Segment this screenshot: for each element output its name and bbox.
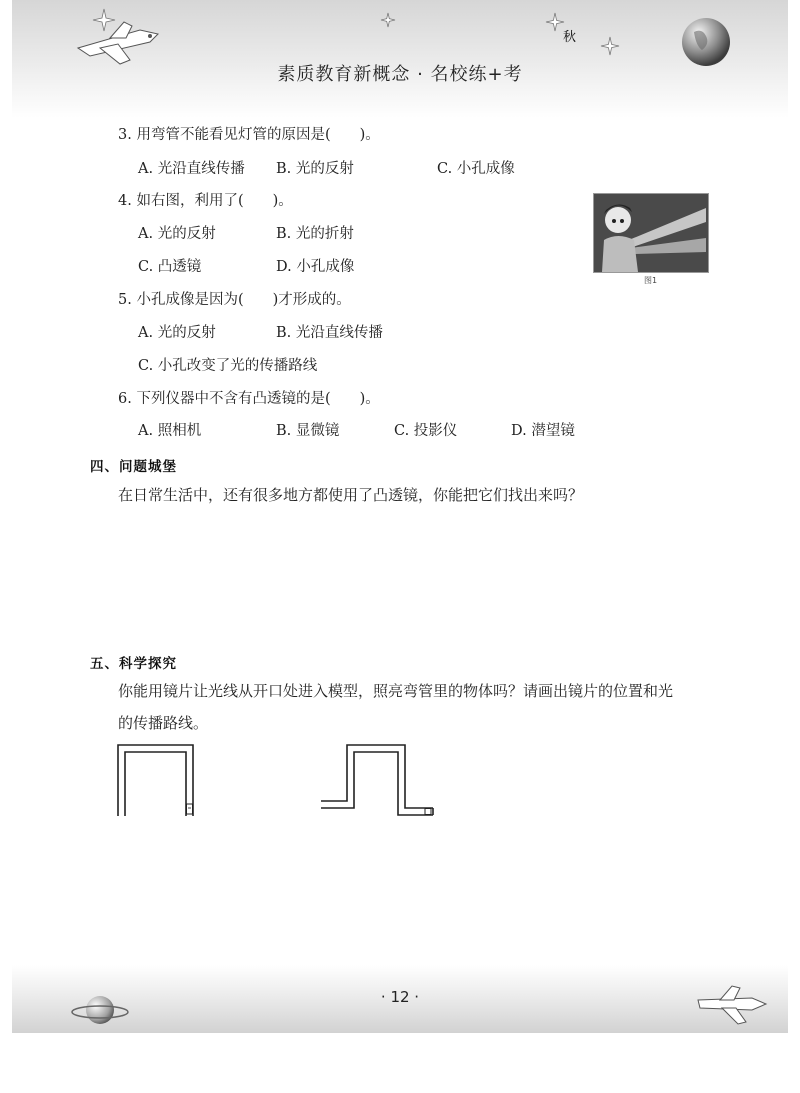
periscope-tube-model [318, 742, 438, 818]
boy-with-light-illustration [594, 194, 708, 272]
section-5-title: 五、科学探究 [90, 656, 177, 672]
object-in-tube [425, 809, 431, 815]
question-5-option-c: C. 小孔改变了光的传播路线 [138, 358, 318, 374]
question-5-option-b: B. 光沿直线传播 [276, 325, 383, 341]
question-4-stem: 4. 如右图，利用了( )。 [118, 193, 293, 209]
section-5-text-line-2: 的传播路线。 [118, 714, 209, 732]
question-4-option-a: A. 光的反射 [138, 226, 216, 242]
season-badge: 秋 [563, 30, 577, 45]
space-shuttle-icon [70, 8, 170, 68]
question-6-option-b: B. 显微镜 [276, 423, 340, 439]
question-4-option-d: D. 小孔成像 [276, 259, 355, 275]
question-5-option-a: A. 光的反射 [138, 325, 216, 341]
question-5-stem: 5. 小孔成像是因为( )才形成的。 [118, 292, 351, 308]
question-4-figure [593, 193, 709, 273]
object-in-tube [187, 804, 193, 814]
question-6-option-d: D. 潜望镜 [511, 423, 575, 439]
question-6-option-c: C. 投影仪 [394, 423, 458, 439]
question-3-option-b: B. 光的反射 [276, 161, 354, 177]
question-4-option-b: B. 光的折射 [276, 226, 354, 242]
star-icon [380, 12, 396, 28]
series-title: 素质教育新概念 · 名校练+考 [277, 64, 523, 85]
star-icon [92, 8, 116, 32]
section-5-text-line-1: 你能用镜片让光线从开口处进入模型，照亮弯管里的物体吗？请画出镜片的位置和光 [118, 682, 674, 700]
star-icon [600, 36, 620, 56]
section-4-title: 四、问题城堡 [90, 459, 177, 475]
question-3-option-c: C. 小孔成像 [437, 161, 515, 177]
question-3-option-a: A. 光沿直线传播 [138, 161, 245, 177]
figure-caption: 图1 [644, 276, 658, 285]
question-4-option-c: C. 凸透镜 [138, 259, 202, 275]
star-icon [545, 12, 565, 32]
question-3-stem: 3. 用弯管不能看见灯管的原因是( )。 [118, 127, 380, 143]
section-4-text: 在日常生活中，还有很多地方都使用了凸透镜，你能把它们找出来吗？ [118, 486, 584, 504]
page-number: · 12 · [380, 988, 420, 1006]
question-6-stem: 6. 下列仪器中不含有凸透镜的是( )。 [118, 391, 380, 407]
question-6-option-a: A. 照相机 [138, 423, 202, 439]
arch-tube-model [115, 742, 197, 818]
